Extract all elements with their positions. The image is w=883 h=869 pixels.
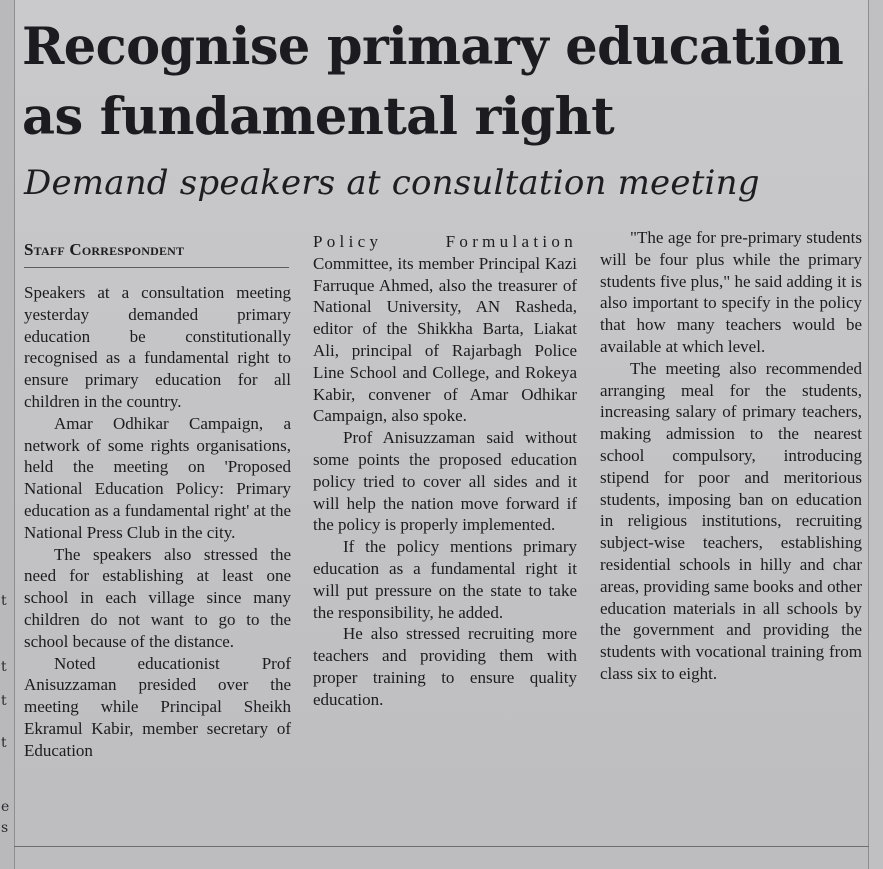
continued-line: Policy Formulation bbox=[313, 232, 577, 251]
bottom-divider bbox=[14, 846, 869, 847]
paragraph: The speakers also stressed the need for establishing at least one school in each village since many children do not want to go to the school because of the distance. bbox=[24, 544, 291, 651]
margin-fragment: t bbox=[1, 735, 7, 751]
article-column-3 bbox=[600, 227, 862, 685]
byline: Staff Correspondent bbox=[24, 240, 185, 259]
subheadline: Demand speakers at consultation meeting bbox=[24, 163, 760, 203]
margin-fragment: t bbox=[1, 593, 7, 609]
paragraph: Speakers at a consultation meeting yesterday demanded primary education be constitutionally recognised as a fundamental right to ensure primary education for all children in the country. bbox=[24, 283, 291, 411]
margin-fragment: t bbox=[1, 659, 7, 675]
paragraph: Noted educationist Prof Anisuzzaman presided over the meeting while Principal Sheikh Ekramul Kabir, member secretary of Education bbox=[24, 653, 291, 760]
paragraph: Amar Odhikar Campaign, a network of some rights organisations, held the meeting on 'Proposed National Education Policy: Primary education as a fundamental right' at the National Press Club in the city. bbox=[24, 413, 291, 542]
paragraph: If the policy mentions primary education as a fundamental right it will put pressure on the state to take the responsibility, he added. bbox=[313, 537, 577, 622]
right-page-edge bbox=[868, 0, 883, 869]
paragraph: He also stressed recruiting more teachers and providing them with proper training to ensure quality education. bbox=[313, 624, 577, 709]
paragraph: "The age for pre-primary students will be four plus while the primary students five plus," he said adding it is also important to specify in the policy that how many teachers would be available at which level. bbox=[600, 228, 862, 356]
continued-text: Committee, its member Principal Kazi Farruque Ahmed, also the treasurer of National University, AN Rasheda, editor of the Shikkha Barta, Liakat Ali, principal of Rajarbagh Police Line School and College, and Rokeya Kabir, convener of Amar Odhikar Campaign, also spoke. bbox=[313, 253, 577, 426]
adjacent-column-edge bbox=[0, 0, 15, 869]
margin-fragment: t bbox=[1, 693, 7, 709]
paragraph: Prof Anisuzzaman said without some points the proposed education policy tried to cover all sides and it will help the nation move forward if the policy is properly implemented. bbox=[313, 428, 577, 535]
byline-divider bbox=[24, 267, 289, 268]
margin-fragment: s bbox=[1, 820, 9, 836]
paragraph: The meeting also recommended arranging meal for the students, increasing salary of primary teachers, making admission to the nearest school compulsory, introducing stipend for poor and meritorious students, imposing ban on education in religious institutions, recruiting subject-wise teachers, establishing residential schools in hilly and char areas, providing same books and other education materials in all schools by the government and providing the students with vocational training from class six to eight. bbox=[600, 358, 862, 683]
article-column-1 bbox=[24, 282, 291, 762]
article-column-2 bbox=[313, 231, 577, 711]
headline: Recognise primary education as fundamental right bbox=[22, 17, 844, 147]
margin-fragment: e bbox=[1, 799, 10, 815]
paragraph-continued bbox=[313, 231, 577, 427]
